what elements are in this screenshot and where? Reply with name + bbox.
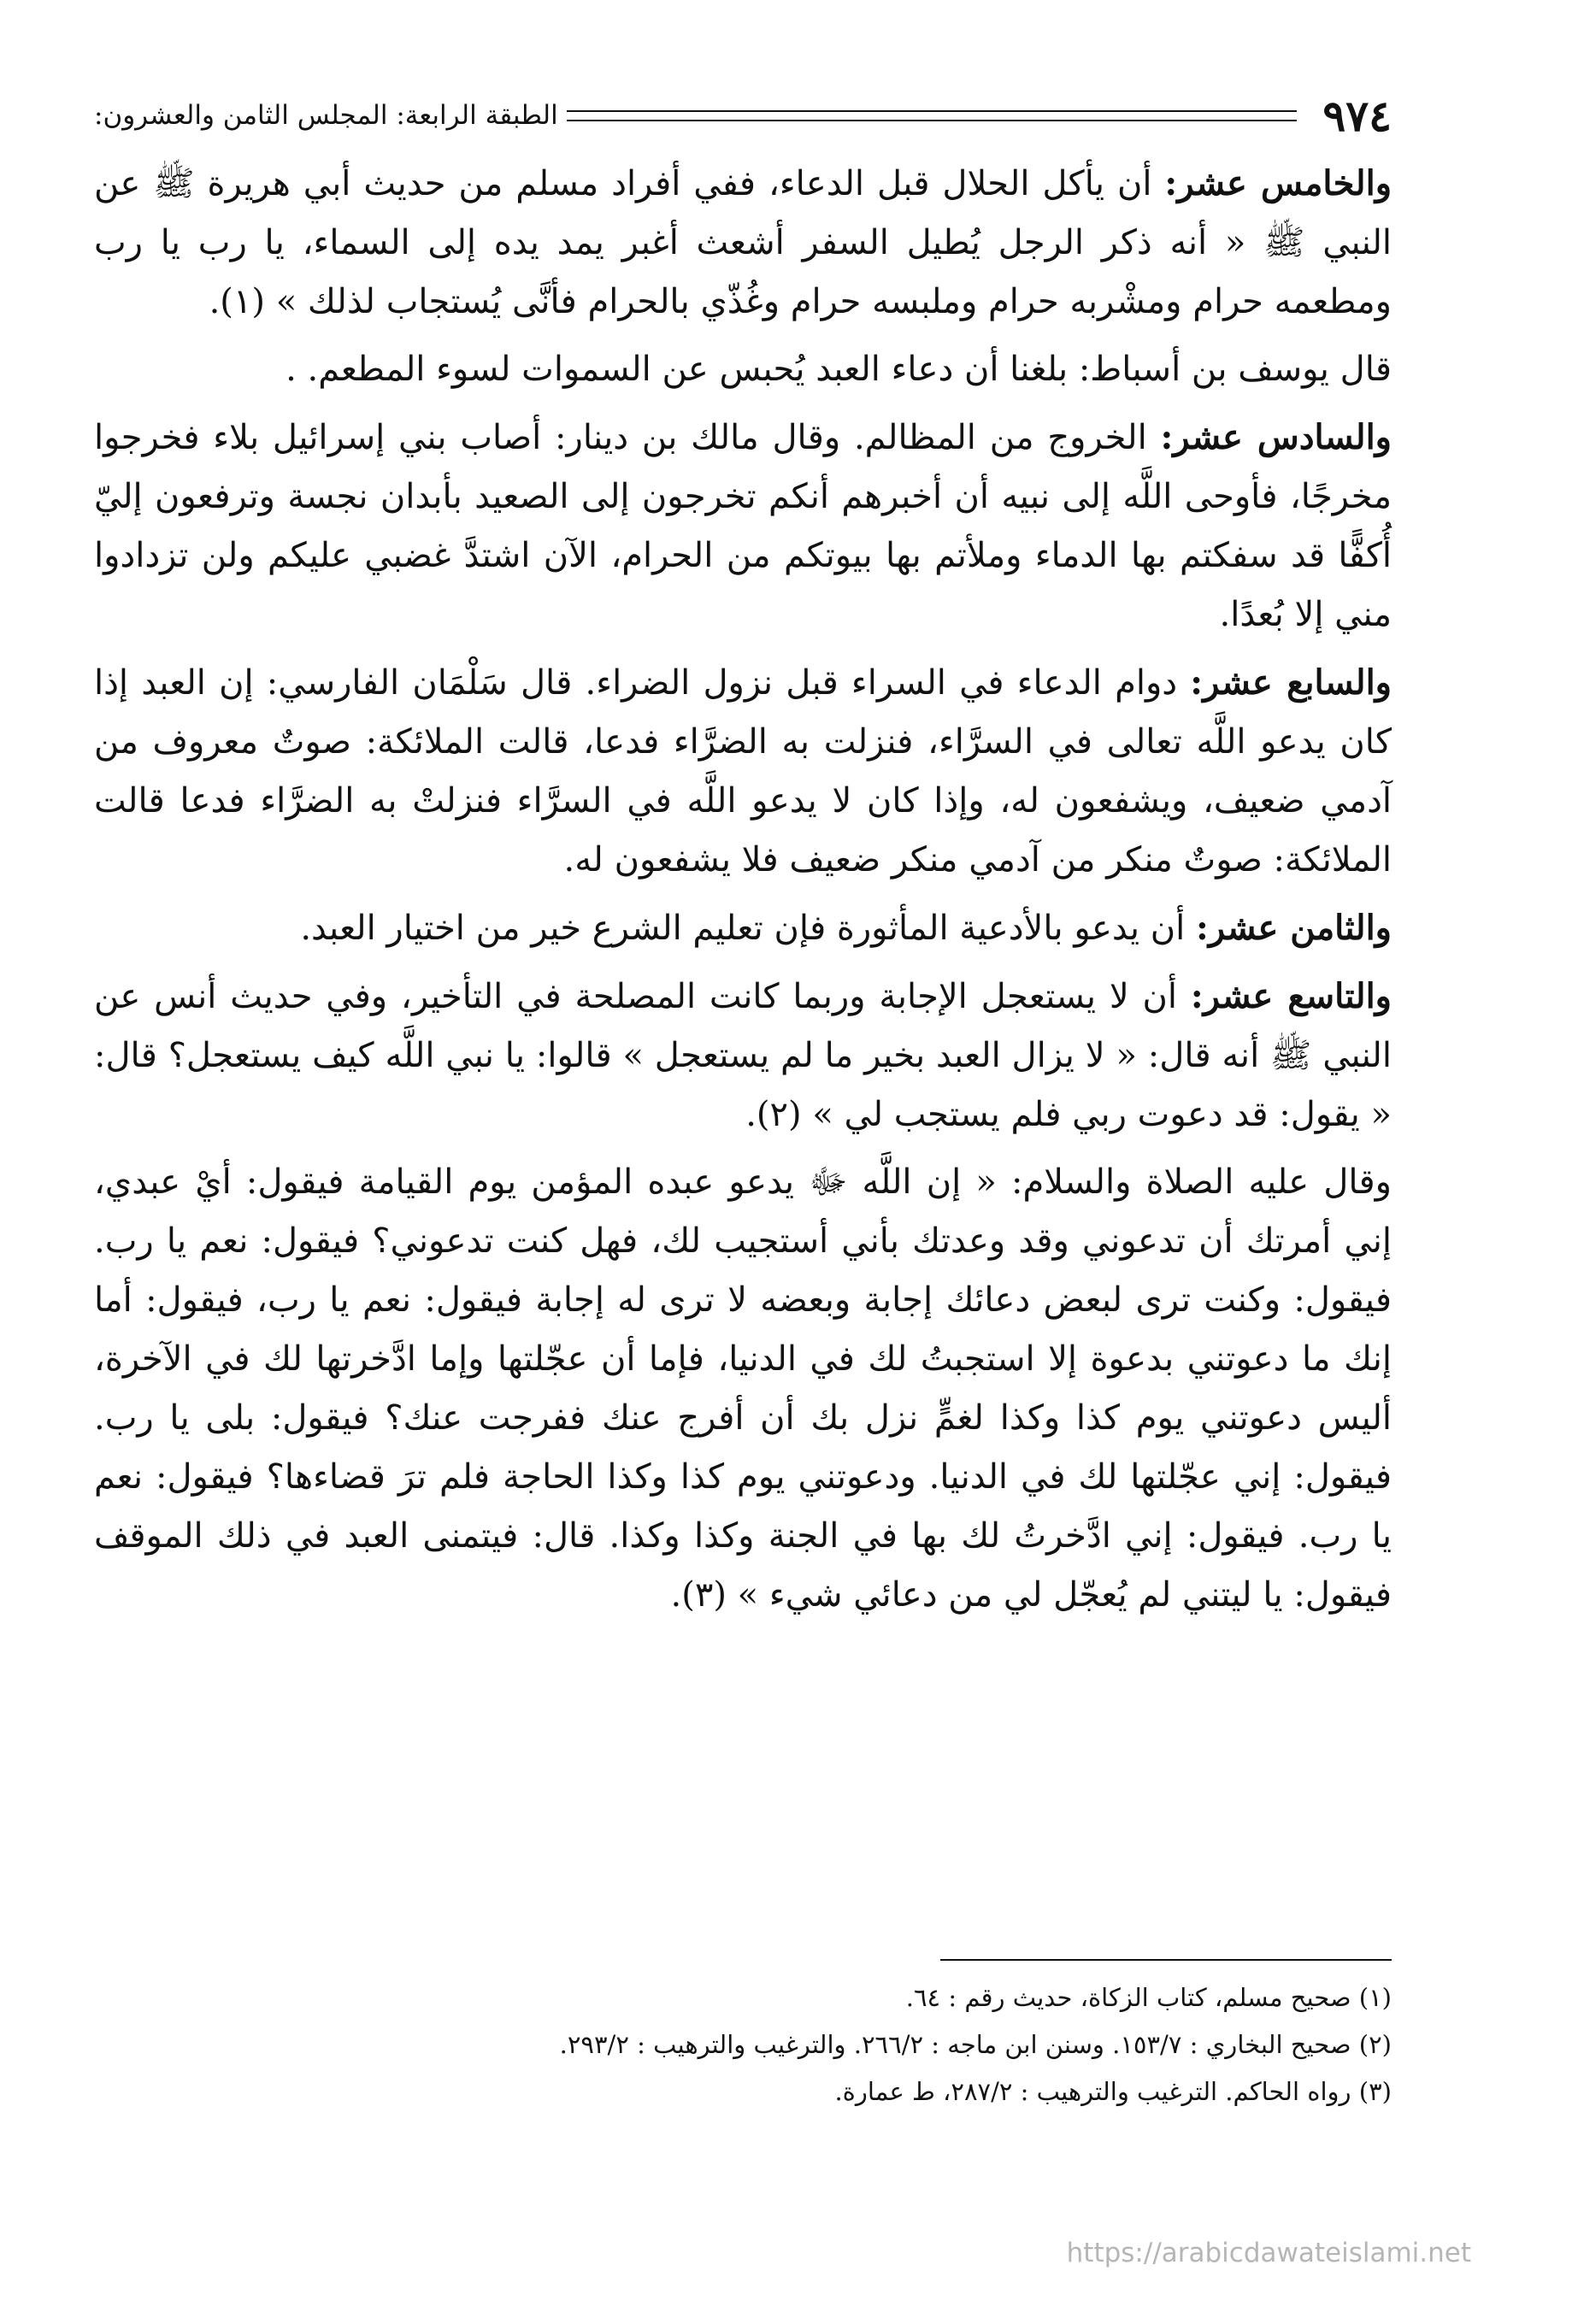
paragraph	[94, 154, 1392, 332]
paragraph-lead: والثامن عشر:	[1195, 908, 1392, 948]
paragraph	[94, 1153, 1392, 1625]
paragraph-text: دوام الدعاء في السراء قبل نزول الضراء. قال سَلْمَان الفارسي: إن العبد إذا كان يدعو اللَّه تعالى في السرَّاء، فنزلت به الضرَّاء فدعا، قالت الملائكة: صوتٌ معروف من آدمي ضعيف، ويشفعون له، وإذا كان لا يدعو اللَّه في السرَّاء فنزلتْ به الضرَّاء فدعا قالت الملائكة: صوتٌ منكر من آدمي منكر ضعيف فلا يشفعون له.	[94, 663, 1392, 880]
source-watermark: https://arabicdawateislami.net	[1066, 2238, 1471, 2268]
paragraph-lead: والتاسع عشر:	[1190, 976, 1392, 1016]
paragraph	[94, 967, 1392, 1144]
paragraph-text: أن يأكل الحلال قبل الدعاء، ففي أفراد مسلم من حديث أبي هريرة ﷺ عن النبي ﷺ « أنه ذكر الرجل يُطيل السفر أشعث أغبر يمد يده إلى السماء، يا رب يا رب ومطعمه حرام ومشْربه حرام وملبسه حرام وغُذّي بالحرام فأنَّى يُستجاب لذلك » (١).	[94, 164, 1392, 321]
paragraph	[94, 340, 1392, 399]
footnote: (١) صحيح مسلم، كتاب الزكاة، حديث رقم : ٦٤.	[905, 1983, 1392, 2012]
running-header	[94, 90, 1392, 141]
header-double-rule	[567, 110, 1298, 121]
paragraph	[94, 408, 1392, 644]
paragraph-text: أن لا يستعجل الإجابة وربما كانت المصلحة في التأخير، وفي حديث أنس عن النبي ﷺ أنه قال: « لا يزال العبد بخير ما لم يستعجل » قالوا: يا نبي اللَّه كيف يستعجل؟ قال: « يقول: قد دعوت ربي فلم يستجب لي » (٢).	[94, 977, 1392, 1134]
footnote: (٢) صحيح البخاري : ١٥٣/٧. وسنن ابن ماجه : ٢٦٦/٢. والترغيب والترهيب : ٢٩٣/٢.	[559, 2030, 1392, 2059]
main-text	[94, 154, 1392, 1633]
paragraph-text: وقال عليه الصلاة والسلام: « إن اللَّه ﷻ يدعو عبده المؤمن يوم القيامة فيقول: أيْ عبدي، إني أمرتك أن تدعوني وقد وعدتك بأني أستجيب لك، فهل كنت تدعوني؟ فيقول: نعم يا رب. فيقول: وكنت ترى لبعض دعائك إجابة وبعضه لا ترى له إجابة فيقول: نعم يا رب، فيقول: أما إنك ما دعوتني بدعوة إلا استجبتُ لك في الدنيا، فإما أن عجّلتها وإما ادَّخرتها لك في الآخرة، أليس دعوتني يوم كذا وكذا لغمٍّ نزل بك أن أفرج عنك ففرجت عنك؟ فيقول: بلى يا رب. فيقول: إني عجّلتها لك في الدنيا. ودعوتني يوم كذا وكذا الحاجة فلم ترَ قضاءها؟ فيقول: نعم يا رب. فيقول: إني ادَّخرتُ لك بها في الجنة وكذا وكذا. قال: فيتمنى العبد في ذلك الموقف فيقول: يا ليتني لم يُعجّل لي من دعائي شيء » (٣).	[94, 1162, 1393, 1615]
header-title: الطبقة الرابعة: المجلس الثامن والعشرون:	[94, 100, 558, 131]
paragraph-lead: والسابع عشر:	[1190, 662, 1392, 703]
footnote: (٣) رواه الحاكم. الترغيب والترهيب : ٢٨٧/٢، ط عمارة.	[834, 2077, 1392, 2106]
paragraph-text: أن يدعو بالأدعية المأثورة فإن تعليم الشرع خير من اختيار العبد.	[300, 909, 1186, 948]
paragraph	[94, 898, 1392, 958]
footnotes	[94, 1974, 1392, 2115]
paragraph-text: الخروج من المظالم. وقال مالك بن دينار: أصاب بني إسرائيل بلاء فخرجوا مخرجًا، فأوحى اللَّه إلى نبيه أن أخبرهم أنكم تخرجون إلى الصعيد بأبدان نجسة وترفعون إليّ أُكفًّا قد سفكتم بها الدماء وملأتم بها بيوتكم من الحرام، الآن اشتدَّ غضبي عليكم ولن تزدادوا مني إلا بُعدًا.	[94, 418, 1392, 634]
paragraph-lead: والسادس عشر:	[1160, 417, 1392, 457]
footnote-divider	[940, 1959, 1392, 1961]
paragraph-lead: والخامس عشر:	[1164, 163, 1393, 203]
paragraph	[94, 653, 1392, 890]
paragraph-text: قال يوسف بن أسباط: بلغنا أن دعاء العبد يُحبس عن السموات لسوء المطعم. .	[286, 350, 1392, 389]
page-number: ٩٧٤	[1322, 90, 1392, 141]
